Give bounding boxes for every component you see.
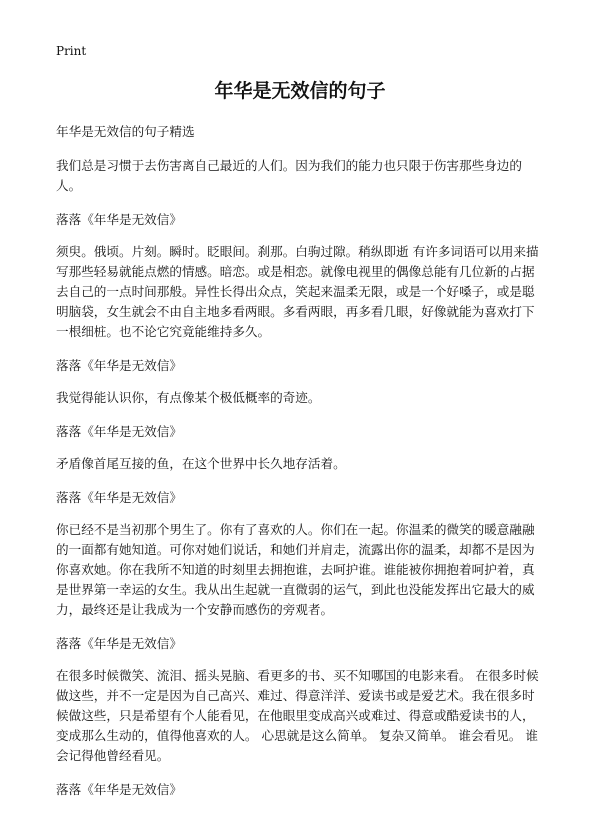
section-heading: 年华是无效信的句子精选 — [56, 124, 195, 139]
quote-source: 落落《年华是无效信》 — [56, 212, 182, 227]
quote-paragraph: 须臾。俄顷。片刻。瞬时。眨眼间。刹那。白驹过隙。稍纵即逝 有许多词语可以用来描写那些轻易就能点燃的情感。暗恋。或是相恋。就像电视里的偶像总能有几位新的占据去自己的一点时间那般。异性长得出众点，笑起来温柔无限，或是一个好嗓子，或是聪明脑袋，女生就会不由自主地多看两眼。多看两眼，再多看几眼，好像就能为喜欢打下一根细桩。也不论它究竟能维持多久。 — [56, 244, 539, 339]
print-link[interactable]: Print — [56, 44, 87, 58]
quote-source: 落落《年华是无效信》 — [56, 358, 182, 373]
quote-source: 落落《年华是无效信》 — [56, 636, 182, 651]
quote-paragraph: 我觉得能认识你，有点像某个极低概率的奇迹。 — [56, 390, 321, 405]
quote-source: 落落《年华是无效信》 — [56, 490, 182, 505]
quote-source: 落落《年华是无效信》 — [56, 424, 182, 439]
quote-source: 落落《年华是无效信》 — [56, 782, 182, 797]
quote-paragraph: 你已经不是当初那个男生了。你有了喜欢的人。你们在一起。你温柔的微笑的暖意融融的一面都有她知道。可你对她们说话，和她们并肩走，流露出你的温柔，却都不是因为你喜欢她。你在我所不知道的时刻里去拥抱谁，去呵护谁。谁能被你拥抱着呵护着，真是世界第一幸运的女生。我从出生起就一直微弱的运气，到此也没能发挥出它最大的威力，最终还是让我成为一个安静而感伤的旁观者。 — [56, 522, 535, 617]
page-title: 年华是无效信的句子 — [214, 80, 386, 102]
quote-paragraph: 在很多时候微笑、流泪、摇头晃脑、看更多的书、买不知哪国的电影来看。 在很多时候做这些，并不一定是因为自己高兴、难过、得意洋洋、爱读书或是爱艺术。我在很多时候做这些，只是希望有个人能看见，在他眼里变成高兴或难过、得意或酷爱读书的人，变成那么生动的，值得他喜欢的人。 心思就是这么简单。 复杂又简单。 谁会看见。 谁会记得他曾经看见。 — [56, 668, 539, 763]
quote-paragraph: 矛盾像首尾互接的鱼，在这个世界中长久地存活着。 — [56, 456, 346, 471]
quote-paragraph: 我们总是习惯于去伤害离自己最近的人们。因为我们的能力也只限于伤害那些身边的人。 — [56, 158, 522, 193]
